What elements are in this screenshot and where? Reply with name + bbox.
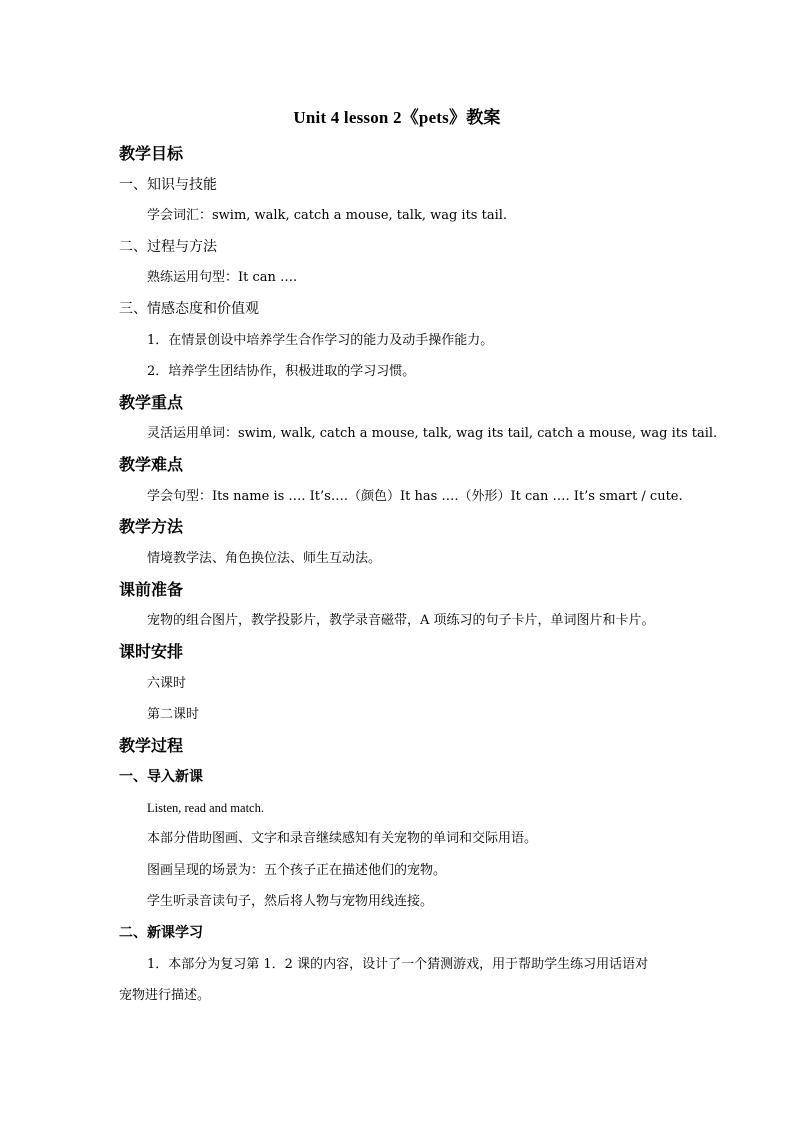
schedule-total: 六课时 (147, 676, 187, 691)
process-method-text: 熟练运用句型：It can …. (147, 270, 298, 285)
difficulties-heading: 教学难点 (119, 455, 184, 474)
methods-heading: 教学方法 (119, 517, 184, 536)
process-method-heading: 二、过程与方法 (119, 239, 217, 255)
key-points-text: 灵活运用单词：swim, walk, catch a mouse, talk, wag its tail, catch a mouse, wag its tail. (147, 426, 718, 441)
new-lesson-line-2: 宠物进行描述。 (119, 988, 211, 1003)
new-lesson-line-1: 1．本部分为复习第 1．2 课的内容，设计了一个猜测游戏，用于帮助学生练习用话语对 (147, 957, 649, 972)
new-lesson-heading: 二、新课学习 (119, 925, 203, 941)
attitude-item-1: 1．在情景创设中培养学生合作学习的能力及动手操作能力。 (147, 333, 494, 348)
intro-line-4: 学生听录音读句子，然后将人物与宠物用线连接。 (147, 894, 434, 909)
schedule-current: 第二课时 (147, 707, 200, 722)
intro-line-2: 本部分借助图画、文字和录音继续感知有关宠物的单词和交际用语。 (147, 831, 538, 846)
preparation-text: 宠物的组合图片，教学投影片，教学录音磁带，A 项练习的句子卡片，单词图片和卡片。 (147, 613, 655, 628)
knowledge-text: 学会词汇：swim, walk, catch a mouse, talk, wag its tail. (147, 208, 508, 223)
knowledge-heading: 一、知识与技能 (119, 177, 217, 193)
objectives-heading: 教学目标 (119, 144, 184, 163)
document-title: Unit 4 lesson 2《pets》教案 (293, 108, 501, 127)
intro-line-1: Listen, read and match. (147, 801, 264, 815)
attitude-heading: 三、情感态度和价值观 (119, 301, 259, 317)
key-points-heading: 教学重点 (119, 393, 184, 412)
attitude-item-2: 2．培养学生团结协作，积极进取的学习习惯。 (147, 364, 416, 379)
difficulties-text: 学会句型：Its name is …. It’s….（颜色）It has ….（外形）It can …. It’s smart / cute. (147, 489, 683, 504)
intro-line-3: 图画呈现的场景为：五个孩子正在描述他们的宠物。 (147, 863, 447, 878)
intro-heading: 一、导入新课 (119, 769, 203, 785)
schedule-heading: 课时安排 (119, 642, 184, 661)
methods-text: 情境教学法、角色换位法、师生互动法。 (147, 551, 382, 566)
preparation-heading: 课前准备 (119, 580, 184, 599)
process-heading: 教学过程 (119, 736, 184, 755)
